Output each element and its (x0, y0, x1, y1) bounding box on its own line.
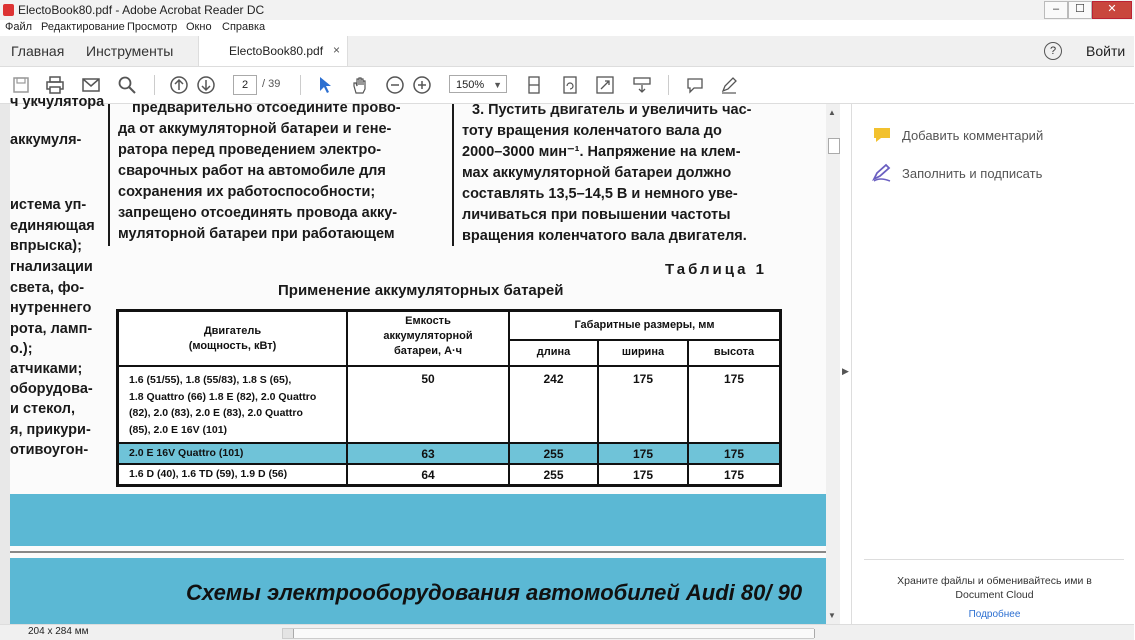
mid-col-line: запрещено отсоединять провода акку- (118, 205, 398, 221)
table-cell-engine: 1.6 (51/55), 1.8 (55/83), 1.8 S (65), 1.8 Quattro (66) 1.8 E (82), 2.0 Quattro (82), 2.0 (83), 2.0 E (83), 2.0 Quattro (85), 2.0 E 16V (101) (129, 374, 317, 436)
mid-col-line: сохранения их работоспособности; (118, 184, 376, 200)
tab-document-label: ElectoBook80.pdf (229, 44, 324, 58)
scroll-down-icon[interactable]: ▼ (828, 611, 836, 620)
tab-document[interactable] (198, 36, 348, 66)
horizontal-scrollbar[interactable] (282, 628, 814, 639)
left-col-line: ч укчулятора (10, 94, 105, 110)
header-width: ширина (621, 346, 665, 358)
acrobat-app-icon (3, 4, 14, 16)
sign-pen-icon[interactable] (720, 76, 738, 94)
right-col-line: 2000–3000 мин⁻¹. Напряжение на клем- (462, 144, 741, 160)
left-col-line: отивоугон- (10, 442, 89, 458)
tab-tools[interactable]: Инструменты (86, 43, 174, 59)
battery-table (116, 309, 782, 487)
minimize-button[interactable]: – (1044, 1, 1068, 19)
menu-edit[interactable]: Редактирование (41, 21, 125, 33)
scroll-mode-icon[interactable] (525, 76, 543, 94)
mid-col-line: муляторной батареи при работающем (118, 226, 395, 242)
rotate-page-icon[interactable] (561, 76, 579, 94)
table-cell-length: 255 (543, 468, 564, 482)
header-capacity: Емкость аккумуляторной батареи, А·ч (383, 315, 473, 357)
table-label: Таблица 1 (665, 261, 768, 278)
maximize-button[interactable]: ☐ (1068, 1, 1092, 19)
left-col-line: нутреннего (10, 300, 92, 316)
zoom-in-icon[interactable] (413, 76, 431, 94)
table-cell-height: 175 (723, 468, 745, 482)
menu-help[interactable]: Справка (222, 21, 266, 33)
table-cell-engine: 2.0 E 16V Quattro (101) (129, 447, 244, 459)
mid-col-line: предварительно отсоедините прово- (132, 100, 401, 116)
left-col-line: оборудова- (10, 381, 93, 397)
table-cell-length: 242 (543, 372, 564, 386)
page-number-input[interactable]: 2 (233, 75, 257, 95)
left-col-line: я, прикури- (10, 422, 91, 438)
banner-text: Схемы электрооборудования автомобилей Audi 80/ 90 (186, 580, 803, 605)
table-cell-width: 175 (632, 468, 654, 482)
mid-col-line: да от аккумуляторной батареи и гене- (118, 121, 392, 137)
tab-bar (0, 36, 1134, 67)
right-col-line: тоту вращения коленчатого вала до (462, 123, 722, 139)
zoom-select[interactable] (449, 75, 507, 93)
right-col-line: мах аккумуляторной батареи должно (462, 165, 732, 181)
right-tools-panel (851, 104, 1135, 624)
header-dimensions: Габаритные размеры, мм (574, 319, 715, 331)
left-col-line: единяющая (10, 218, 95, 234)
email-icon[interactable] (82, 76, 100, 94)
header-length: длина (536, 346, 571, 358)
left-col-line: и стекол, (10, 401, 75, 417)
close-tab-icon[interactable]: × (333, 43, 341, 57)
sign-in-button[interactable]: Войти (1086, 43, 1126, 59)
tab-home[interactable]: Главная (11, 43, 65, 59)
table-cell-capacity: 64 (421, 468, 435, 482)
close-window-button[interactable]: ✕ (1092, 1, 1132, 19)
left-col-line: атчиками; (10, 361, 83, 377)
right-col-line: личиваться при повышении частоты (462, 207, 731, 223)
pdf-page (10, 94, 826, 624)
blue-band (10, 494, 826, 546)
table-cell-height: 175 (723, 447, 745, 461)
table-cell-height: 175 (723, 372, 745, 386)
menu-file[interactable]: Файл (5, 21, 33, 33)
page-divider (10, 551, 826, 553)
menu-view[interactable]: Просмотр (127, 21, 178, 33)
mid-col-line: ратора перед проведением электро- (118, 142, 382, 158)
document-viewport[interactable] (0, 94, 840, 624)
left-col-line: рота, ламп- (10, 321, 93, 337)
header-engine: Двигатель (мощность, кВт) (188, 325, 277, 352)
menu-window[interactable]: Окно (186, 21, 212, 33)
scroll-up-icon[interactable]: ▲ (828, 108, 836, 117)
panel-toggle-icon[interactable]: ▶ (842, 366, 849, 376)
toolbar (0, 67, 1134, 104)
window-title: ElectoBook80.pdf - Adobe Acrobat Reader DC (18, 3, 265, 17)
prev-page-icon[interactable] (170, 76, 188, 94)
left-col-line: впрыска); (10, 238, 82, 254)
zoom-out-icon[interactable] (386, 76, 404, 94)
learn-more-link[interactable]: Подробнее (968, 609, 1021, 620)
right-col-line: 3. Пустить двигатель и увеличить час- (472, 102, 752, 118)
mid-col-line: сварочных работ на автомобиле для (118, 163, 386, 179)
select-cursor-icon[interactable] (316, 76, 334, 94)
read-mode-icon[interactable] (633, 76, 651, 94)
left-col-line: гнализации (10, 259, 93, 275)
search-icon[interactable] (118, 76, 136, 94)
left-col-line: о.); (10, 341, 33, 357)
print-icon[interactable] (46, 76, 64, 94)
table-cell-capacity: 63 (421, 447, 435, 461)
table-cell-capacity: 50 (421, 372, 435, 386)
help-icon[interactable]: ? (1044, 42, 1062, 60)
page-total: / 39 (262, 78, 281, 90)
left-col-line: света, фо- (10, 280, 85, 296)
header-height: высота (713, 346, 755, 358)
add-comment-icon (872, 126, 892, 144)
table-cell-engine: 1.6 D (40), 1.6 TD (59), 1.9 D (56) (129, 468, 288, 480)
cloud-promo-text: Храните файлы и обменивайтесь ими в Document Cloud (897, 575, 1092, 601)
table-cell-width: 175 (632, 447, 654, 461)
left-col-line: истема уп- (10, 197, 87, 213)
horizontal-scroll-thumb[interactable] (293, 629, 815, 638)
table-cell-width: 175 (632, 372, 654, 386)
table-cell-length: 255 (543, 447, 564, 461)
title-bar (0, 0, 1134, 21)
menu-bar (0, 20, 1134, 36)
next-page-icon[interactable] (197, 76, 215, 94)
table-title: Применение аккумуляторных батарей (278, 282, 564, 299)
fill-sign-button[interactable]: Заполнить и подписать (902, 166, 1043, 181)
right-col-line: составлять 13,5–14,5 В и немного уве- (462, 186, 738, 202)
scroll-thumb[interactable] (828, 138, 840, 154)
comment-icon[interactable] (686, 76, 704, 94)
left-col-line: аккумуля- (10, 132, 82, 148)
zoom-value: 150% (456, 79, 485, 91)
full-screen-icon[interactable] (596, 76, 614, 94)
chevron-down-icon: ▼ (493, 80, 502, 90)
save-icon[interactable] (12, 76, 30, 94)
vertical-scrollbar[interactable] (826, 104, 840, 624)
hand-tool-icon[interactable] (351, 76, 369, 94)
right-col-line: вращения коленчатого вала двигателя. (462, 228, 747, 244)
fill-sign-icon (872, 164, 892, 182)
status-bar (0, 624, 1134, 640)
add-comment-button[interactable]: Добавить комментарий (902, 128, 1044, 143)
page-size-label: 204 x 284 мм (28, 626, 89, 637)
